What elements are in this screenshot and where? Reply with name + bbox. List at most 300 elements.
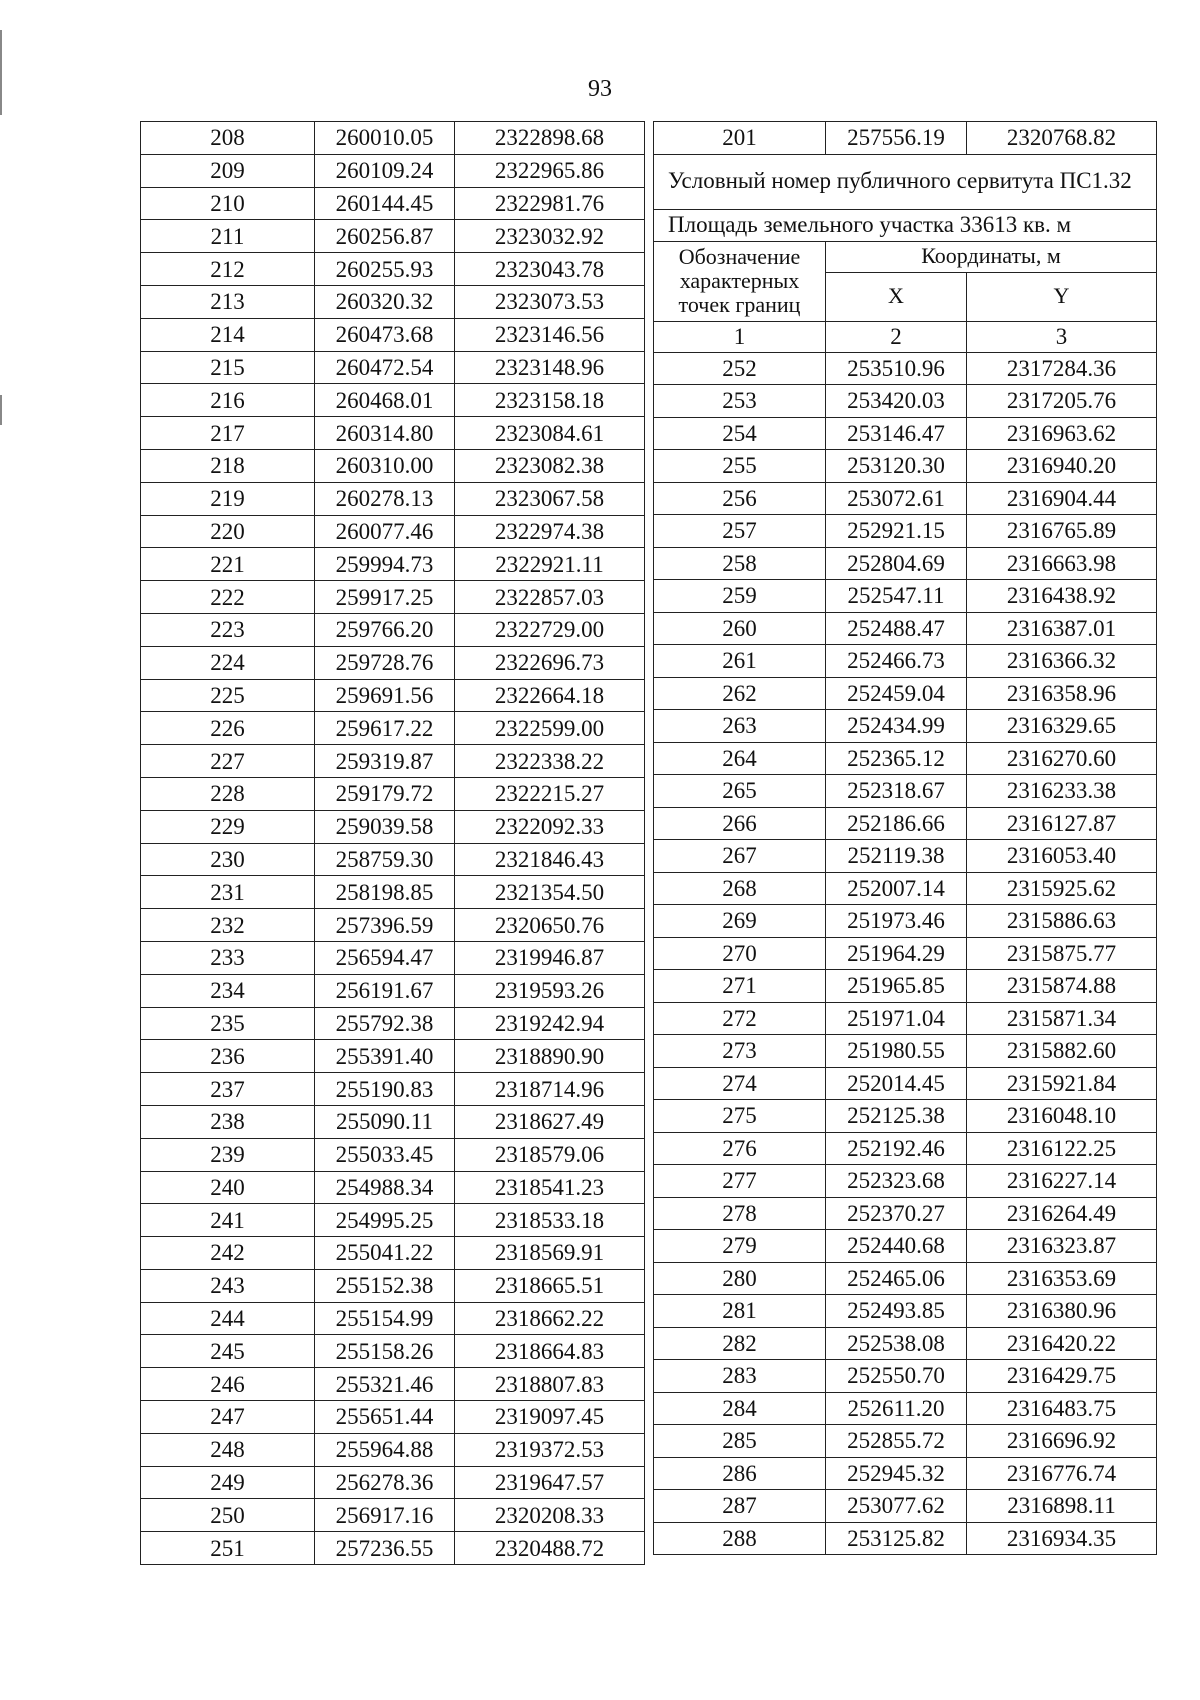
x-coordinate-cell: 259994.73 [315, 548, 455, 581]
x-coordinate-cell: 260109.24 [315, 154, 455, 187]
point-number-cell: 271 [654, 970, 826, 1003]
point-number-cell: 264 [654, 742, 826, 775]
x-coordinate-cell: 252323.68 [826, 1165, 967, 1198]
table-row [654, 840, 1157, 873]
x-coordinate-cell: 252192.46 [826, 1132, 967, 1165]
point-number-cell: 284 [654, 1392, 826, 1425]
table-row [141, 1466, 645, 1499]
y-coordinate-cell: 2318569.91 [455, 1237, 645, 1270]
y-coordinate-cell: 2316696.92 [967, 1425, 1157, 1458]
x-coordinate-cell: 255158.26 [315, 1335, 455, 1368]
point-number-cell: 247 [141, 1401, 315, 1434]
table-row [654, 1100, 1157, 1133]
y-coordinate-cell: 2318714.96 [455, 1073, 645, 1106]
y-coordinate-cell: 2316387.01 [967, 612, 1157, 645]
x-coordinate-cell: 252365.12 [826, 742, 967, 775]
x-coordinate-cell: 259691.56 [315, 679, 455, 712]
table-row [141, 515, 645, 548]
point-number-cell: 273 [654, 1035, 826, 1068]
x-coordinate-cell: 259917.25 [315, 581, 455, 614]
point-number-cell: 201 [654, 122, 826, 155]
x-coordinate-cell: 252434.99 [826, 710, 967, 743]
x-coordinate-cell: 252125.38 [826, 1100, 967, 1133]
table-row [141, 351, 645, 384]
table-row [141, 417, 645, 450]
header-row-1 [654, 241, 1157, 272]
x-coordinate-cell: 251964.29 [826, 937, 967, 970]
table-row [141, 548, 645, 581]
y-coordinate-cell: 2318664.83 [455, 1335, 645, 1368]
x-coordinate-cell: 252550.70 [826, 1360, 967, 1393]
point-number-cell: 267 [654, 840, 826, 873]
y-coordinate-cell: 2315921.84 [967, 1067, 1157, 1100]
x-coordinate-cell: 251980.55 [826, 1035, 967, 1068]
y-coordinate-cell: 2322599.00 [455, 712, 645, 745]
table-row [141, 1368, 645, 1401]
y-coordinate-cell: 2316934.35 [967, 1522, 1157, 1555]
x-coordinate-cell: 255152.38 [315, 1269, 455, 1302]
x-coordinate-cell: 259766.20 [315, 613, 455, 646]
x-coordinate-cell: 260278.13 [315, 482, 455, 515]
y-coordinate-cell: 2316380.96 [967, 1295, 1157, 1328]
point-number-cell: 234 [141, 974, 315, 1007]
y-coordinate-cell: 2317205.76 [967, 385, 1157, 418]
table-row [141, 1433, 645, 1466]
point-number-cell: 249 [141, 1466, 315, 1499]
x-coordinate-cell: 260473.68 [315, 318, 455, 351]
point-number-cell: 279 [654, 1230, 826, 1263]
table-row [141, 1204, 645, 1237]
table-row [141, 581, 645, 614]
table-row [141, 187, 645, 220]
point-number-cell: 251 [141, 1532, 315, 1565]
point-number-cell: 281 [654, 1295, 826, 1328]
table-row [141, 154, 645, 187]
x-coordinate-cell: 253125.82 [826, 1522, 967, 1555]
table-row [141, 613, 645, 646]
x-header: X [826, 272, 967, 321]
point-number-cell: 233 [141, 941, 315, 974]
x-coordinate-cell: 252547.11 [826, 580, 967, 613]
y-coordinate-cell: 2316420.22 [967, 1327, 1157, 1360]
point-number-cell: 280 [654, 1262, 826, 1295]
x-coordinate-cell: 255321.46 [315, 1368, 455, 1401]
column-number-row [654, 321, 1157, 352]
y-coordinate-cell: 2323146.56 [455, 318, 645, 351]
y-coordinate-cell: 2319372.53 [455, 1433, 645, 1466]
point-number-cell: 242 [141, 1237, 315, 1270]
x-coordinate-cell: 252493.85 [826, 1295, 967, 1328]
table-row [141, 941, 645, 974]
table-row [141, 1040, 645, 1073]
table-row [654, 1425, 1157, 1458]
column-number-1: 1 [654, 321, 826, 352]
y-coordinate-cell: 2316963.62 [967, 417, 1157, 450]
x-coordinate-cell: 258759.30 [315, 843, 455, 876]
table-row [654, 1230, 1157, 1263]
x-coordinate-cell: 257236.55 [315, 1532, 455, 1565]
point-number-cell: 260 [654, 612, 826, 645]
x-coordinate-cell: 260314.80 [315, 417, 455, 450]
table-row [654, 1360, 1157, 1393]
x-coordinate-cell: 252466.73 [826, 645, 967, 678]
table-row [141, 745, 645, 778]
x-coordinate-cell: 257556.19 [826, 122, 967, 155]
y-coordinate-cell: 2316323.87 [967, 1230, 1157, 1263]
table-row [654, 1327, 1157, 1360]
table-row [654, 122, 1157, 155]
point-number-cell: 208 [141, 122, 315, 155]
y-coordinate-cell: 2318807.83 [455, 1368, 645, 1401]
point-number-cell: 286 [654, 1457, 826, 1490]
y-coordinate-cell: 2318627.49 [455, 1105, 645, 1138]
point-number-cell: 255 [654, 450, 826, 483]
point-number-cell: 210 [141, 187, 315, 220]
table-row [141, 1138, 645, 1171]
y-coordinate-cell: 2315925.62 [967, 872, 1157, 905]
table-row [141, 646, 645, 679]
y-coordinate-cell: 2316438.92 [967, 580, 1157, 613]
y-coordinate-cell: 2316048.10 [967, 1100, 1157, 1133]
point-number-cell: 283 [654, 1360, 826, 1393]
table-row [141, 1499, 645, 1532]
point-number-cell: 270 [654, 937, 826, 970]
point-number-cell: 275 [654, 1100, 826, 1133]
table-row [654, 937, 1157, 970]
y-coordinate-cell: 2316904.44 [967, 482, 1157, 515]
x-coordinate-cell: 255651.44 [315, 1401, 455, 1434]
x-coordinate-cell: 252945.32 [826, 1457, 967, 1490]
table-row [654, 775, 1157, 808]
y-coordinate-cell: 2322092.33 [455, 810, 645, 843]
table-row [654, 645, 1157, 678]
table-row [141, 1269, 645, 1302]
x-coordinate-cell: 259179.72 [315, 777, 455, 810]
table-row [654, 872, 1157, 905]
y-coordinate-cell: 2316270.60 [967, 742, 1157, 775]
x-coordinate-cell: 254995.25 [315, 1204, 455, 1237]
table-row [141, 1105, 645, 1138]
y-coordinate-cell: 2315874.88 [967, 970, 1157, 1003]
point-number-cell: 254 [654, 417, 826, 450]
x-coordinate-cell: 252186.66 [826, 807, 967, 840]
point-number-cell: 239 [141, 1138, 315, 1171]
point-number-cell: 223 [141, 613, 315, 646]
table-row [141, 1171, 645, 1204]
point-number-cell: 243 [141, 1269, 315, 1302]
x-coordinate-cell: 256278.36 [315, 1466, 455, 1499]
point-number-cell: 266 [654, 807, 826, 840]
y-coordinate-cell: 2316358.96 [967, 677, 1157, 710]
table-row [654, 482, 1157, 515]
point-number-cell: 218 [141, 449, 315, 482]
x-coordinate-cell: 251971.04 [826, 1002, 967, 1035]
x-coordinate-cell: 255154.99 [315, 1302, 455, 1335]
table-row [141, 712, 645, 745]
table-row [654, 1490, 1157, 1523]
point-number-cell: 252 [654, 352, 826, 385]
table-row [654, 677, 1157, 710]
y-coordinate-cell: 2320650.76 [455, 909, 645, 942]
y-coordinate-cell: 2322215.27 [455, 777, 645, 810]
point-number-cell: 265 [654, 775, 826, 808]
y-coordinate-cell: 2316127.87 [967, 807, 1157, 840]
y-coordinate-cell: 2322974.38 [455, 515, 645, 548]
x-coordinate-cell: 255964.88 [315, 1433, 455, 1466]
point-number-cell: 216 [141, 384, 315, 417]
y-coordinate-cell: 2323148.96 [455, 351, 645, 384]
point-number-cell: 236 [141, 1040, 315, 1073]
points-header: Обозначение характерных точек границ [654, 241, 826, 321]
x-coordinate-cell: 252440.68 [826, 1230, 967, 1263]
y-coordinate-cell: 2316053.40 [967, 840, 1157, 873]
x-coordinate-cell: 259319.87 [315, 745, 455, 778]
x-coordinate-cell: 260144.45 [315, 187, 455, 220]
x-coordinate-cell: 252318.67 [826, 775, 967, 808]
x-coordinate-cell: 255792.38 [315, 1007, 455, 1040]
point-number-cell: 268 [654, 872, 826, 905]
point-number-cell: 214 [141, 318, 315, 351]
y-coordinate-cell: 2322965.86 [455, 154, 645, 187]
table-row [141, 122, 645, 155]
x-coordinate-cell: 253510.96 [826, 352, 967, 385]
x-coordinate-cell: 259728.76 [315, 646, 455, 679]
x-coordinate-cell: 252611.20 [826, 1392, 967, 1425]
y-coordinate-cell: 2316898.11 [967, 1490, 1157, 1523]
x-coordinate-cell: 251973.46 [826, 905, 967, 938]
column-number-3: 3 [967, 321, 1157, 352]
x-coordinate-cell: 252014.45 [826, 1067, 967, 1100]
point-number-cell: 288 [654, 1522, 826, 1555]
y-coordinate-cell: 2320488.72 [455, 1532, 645, 1565]
y-coordinate-cell: 2322981.76 [455, 187, 645, 220]
point-number-cell: 237 [141, 1073, 315, 1106]
right-table-body [654, 122, 1157, 1555]
y-coordinate-cell: 2323043.78 [455, 253, 645, 286]
y-header: Y [967, 272, 1157, 321]
y-coordinate-cell: 2315871.34 [967, 1002, 1157, 1035]
y-coordinate-cell: 2316429.75 [967, 1360, 1157, 1393]
point-number-cell: 277 [654, 1165, 826, 1198]
table-row [141, 876, 645, 909]
y-coordinate-cell: 2316329.65 [967, 710, 1157, 743]
point-number-cell: 232 [141, 909, 315, 942]
area-row [654, 209, 1157, 241]
table-row [654, 1392, 1157, 1425]
table-row [654, 1132, 1157, 1165]
point-number-cell: 229 [141, 810, 315, 843]
point-number-cell: 274 [654, 1067, 826, 1100]
point-number-cell: 241 [141, 1204, 315, 1237]
point-number-cell: 238 [141, 1105, 315, 1138]
y-coordinate-cell: 2316233.38 [967, 775, 1157, 808]
table-row [141, 843, 645, 876]
x-coordinate-cell: 252488.47 [826, 612, 967, 645]
x-coordinate-cell: 252921.15 [826, 515, 967, 548]
left-table-body [141, 122, 645, 1565]
page-number: 93 [588, 76, 612, 102]
table-row [654, 970, 1157, 1003]
y-coordinate-cell: 2318662.22 [455, 1302, 645, 1335]
y-coordinate-cell: 2316122.25 [967, 1132, 1157, 1165]
table-row [654, 385, 1157, 418]
x-coordinate-cell: 255090.11 [315, 1105, 455, 1138]
x-coordinate-cell: 251965.85 [826, 970, 967, 1003]
coordinates-header: Координаты, м [826, 241, 1157, 272]
y-coordinate-cell: 2316366.32 [967, 645, 1157, 678]
point-number-cell: 245 [141, 1335, 315, 1368]
point-number-cell: 256 [654, 482, 826, 515]
y-coordinate-cell: 2318533.18 [455, 1204, 645, 1237]
x-coordinate-cell: 252538.08 [826, 1327, 967, 1360]
table-row [654, 710, 1157, 743]
x-coordinate-cell: 260077.46 [315, 515, 455, 548]
point-number-cell: 213 [141, 285, 315, 318]
table-row [141, 1237, 645, 1270]
y-coordinate-cell: 2319593.26 [455, 974, 645, 1007]
point-number-cell: 224 [141, 646, 315, 679]
point-number-cell: 219 [141, 482, 315, 515]
table-row [141, 253, 645, 286]
point-number-cell: 246 [141, 1368, 315, 1401]
table-row [654, 1067, 1157, 1100]
x-coordinate-cell: 253120.30 [826, 450, 967, 483]
y-coordinate-cell: 2318541.23 [455, 1171, 645, 1204]
table-row [141, 449, 645, 482]
left-coordinates-table [140, 121, 645, 1565]
table-row [141, 1335, 645, 1368]
x-coordinate-cell: 252370.27 [826, 1197, 967, 1230]
point-number-cell: 272 [654, 1002, 826, 1035]
table-row [654, 352, 1157, 385]
x-coordinate-cell: 256594.47 [315, 941, 455, 974]
table-row [141, 909, 645, 942]
point-number-cell: 231 [141, 876, 315, 909]
y-coordinate-cell: 2323032.92 [455, 220, 645, 253]
x-coordinate-cell: 252465.06 [826, 1262, 967, 1295]
y-coordinate-cell: 2322921.11 [455, 548, 645, 581]
y-coordinate-cell: 2319097.45 [455, 1401, 645, 1434]
point-number-cell: 257 [654, 515, 826, 548]
y-coordinate-cell: 2323084.61 [455, 417, 645, 450]
point-number-cell: 248 [141, 1433, 315, 1466]
point-number-cell: 278 [654, 1197, 826, 1230]
y-coordinate-cell: 2322857.03 [455, 581, 645, 614]
x-coordinate-cell: 256191.67 [315, 974, 455, 1007]
table-row [654, 515, 1157, 548]
y-coordinate-cell: 2321846.43 [455, 843, 645, 876]
right-coordinates-table [653, 121, 1157, 1555]
y-coordinate-cell: 2315875.77 [967, 937, 1157, 970]
table-row [141, 777, 645, 810]
table-row [141, 1073, 645, 1106]
table-row [654, 1197, 1157, 1230]
y-coordinate-cell: 2316776.74 [967, 1457, 1157, 1490]
table-row [654, 1002, 1157, 1035]
x-coordinate-cell: 256917.16 [315, 1499, 455, 1532]
table-row [141, 384, 645, 417]
table-row [654, 612, 1157, 645]
y-coordinate-cell: 2316765.89 [967, 515, 1157, 548]
y-coordinate-cell: 2321354.50 [455, 876, 645, 909]
x-coordinate-cell: 255190.83 [315, 1073, 455, 1106]
y-coordinate-cell: 2316227.14 [967, 1165, 1157, 1198]
x-coordinate-cell: 258198.85 [315, 876, 455, 909]
y-coordinate-cell: 2315886.63 [967, 905, 1157, 938]
point-number-cell: 217 [141, 417, 315, 450]
y-coordinate-cell: 2323067.58 [455, 482, 645, 515]
y-coordinate-cell: 2322696.73 [455, 646, 645, 679]
table-row [141, 1007, 645, 1040]
table-row [141, 318, 645, 351]
y-coordinate-cell: 2323082.38 [455, 449, 645, 482]
point-number-cell: 226 [141, 712, 315, 745]
y-coordinate-cell: 2316663.98 [967, 547, 1157, 580]
x-coordinate-cell: 260320.32 [315, 285, 455, 318]
table-row [141, 810, 645, 843]
table-row [141, 679, 645, 712]
x-coordinate-cell: 260472.54 [315, 351, 455, 384]
x-coordinate-cell: 255391.40 [315, 1040, 455, 1073]
point-number-cell: 287 [654, 1490, 826, 1523]
y-coordinate-cell: 2316483.75 [967, 1392, 1157, 1425]
point-number-cell: 276 [654, 1132, 826, 1165]
x-coordinate-cell: 253077.62 [826, 1490, 967, 1523]
point-number-cell: 209 [141, 154, 315, 187]
table-row [654, 1522, 1157, 1555]
point-number-cell: 263 [654, 710, 826, 743]
point-number-cell: 235 [141, 1007, 315, 1040]
y-coordinate-cell: 2317284.36 [967, 352, 1157, 385]
y-coordinate-cell: 2322729.00 [455, 613, 645, 646]
point-number-cell: 211 [141, 220, 315, 253]
table-row [654, 1035, 1157, 1068]
y-coordinate-cell: 2320768.82 [967, 122, 1157, 155]
table-row [654, 1165, 1157, 1198]
point-number-cell: 227 [141, 745, 315, 778]
x-coordinate-cell: 259039.58 [315, 810, 455, 843]
y-coordinate-cell: 2315882.60 [967, 1035, 1157, 1068]
y-coordinate-cell: 2319647.57 [455, 1466, 645, 1499]
point-number-cell: 240 [141, 1171, 315, 1204]
point-number-cell: 228 [141, 777, 315, 810]
table-row [654, 1262, 1157, 1295]
column-number-2: 2 [826, 321, 967, 352]
point-number-cell: 212 [141, 253, 315, 286]
table-row [141, 1532, 645, 1565]
x-coordinate-cell: 252119.38 [826, 840, 967, 873]
x-coordinate-cell: 257396.59 [315, 909, 455, 942]
table-row [654, 742, 1157, 775]
y-coordinate-cell: 2319946.87 [455, 941, 645, 974]
y-coordinate-cell: 2316353.69 [967, 1262, 1157, 1295]
x-coordinate-cell: 255041.22 [315, 1237, 455, 1270]
table-row [654, 1457, 1157, 1490]
point-number-cell: 269 [654, 905, 826, 938]
x-coordinate-cell: 260256.87 [315, 220, 455, 253]
y-coordinate-cell: 2323073.53 [455, 285, 645, 318]
x-coordinate-cell: 252459.04 [826, 677, 967, 710]
table-row [654, 547, 1157, 580]
x-coordinate-cell: 260255.93 [315, 253, 455, 286]
point-number-cell: 230 [141, 843, 315, 876]
y-coordinate-cell: 2320208.33 [455, 1499, 645, 1532]
x-coordinate-cell: 260468.01 [315, 384, 455, 417]
table-row [654, 807, 1157, 840]
y-coordinate-cell: 2316940.20 [967, 450, 1157, 483]
y-coordinate-cell: 2316264.49 [967, 1197, 1157, 1230]
table-row [141, 1401, 645, 1434]
